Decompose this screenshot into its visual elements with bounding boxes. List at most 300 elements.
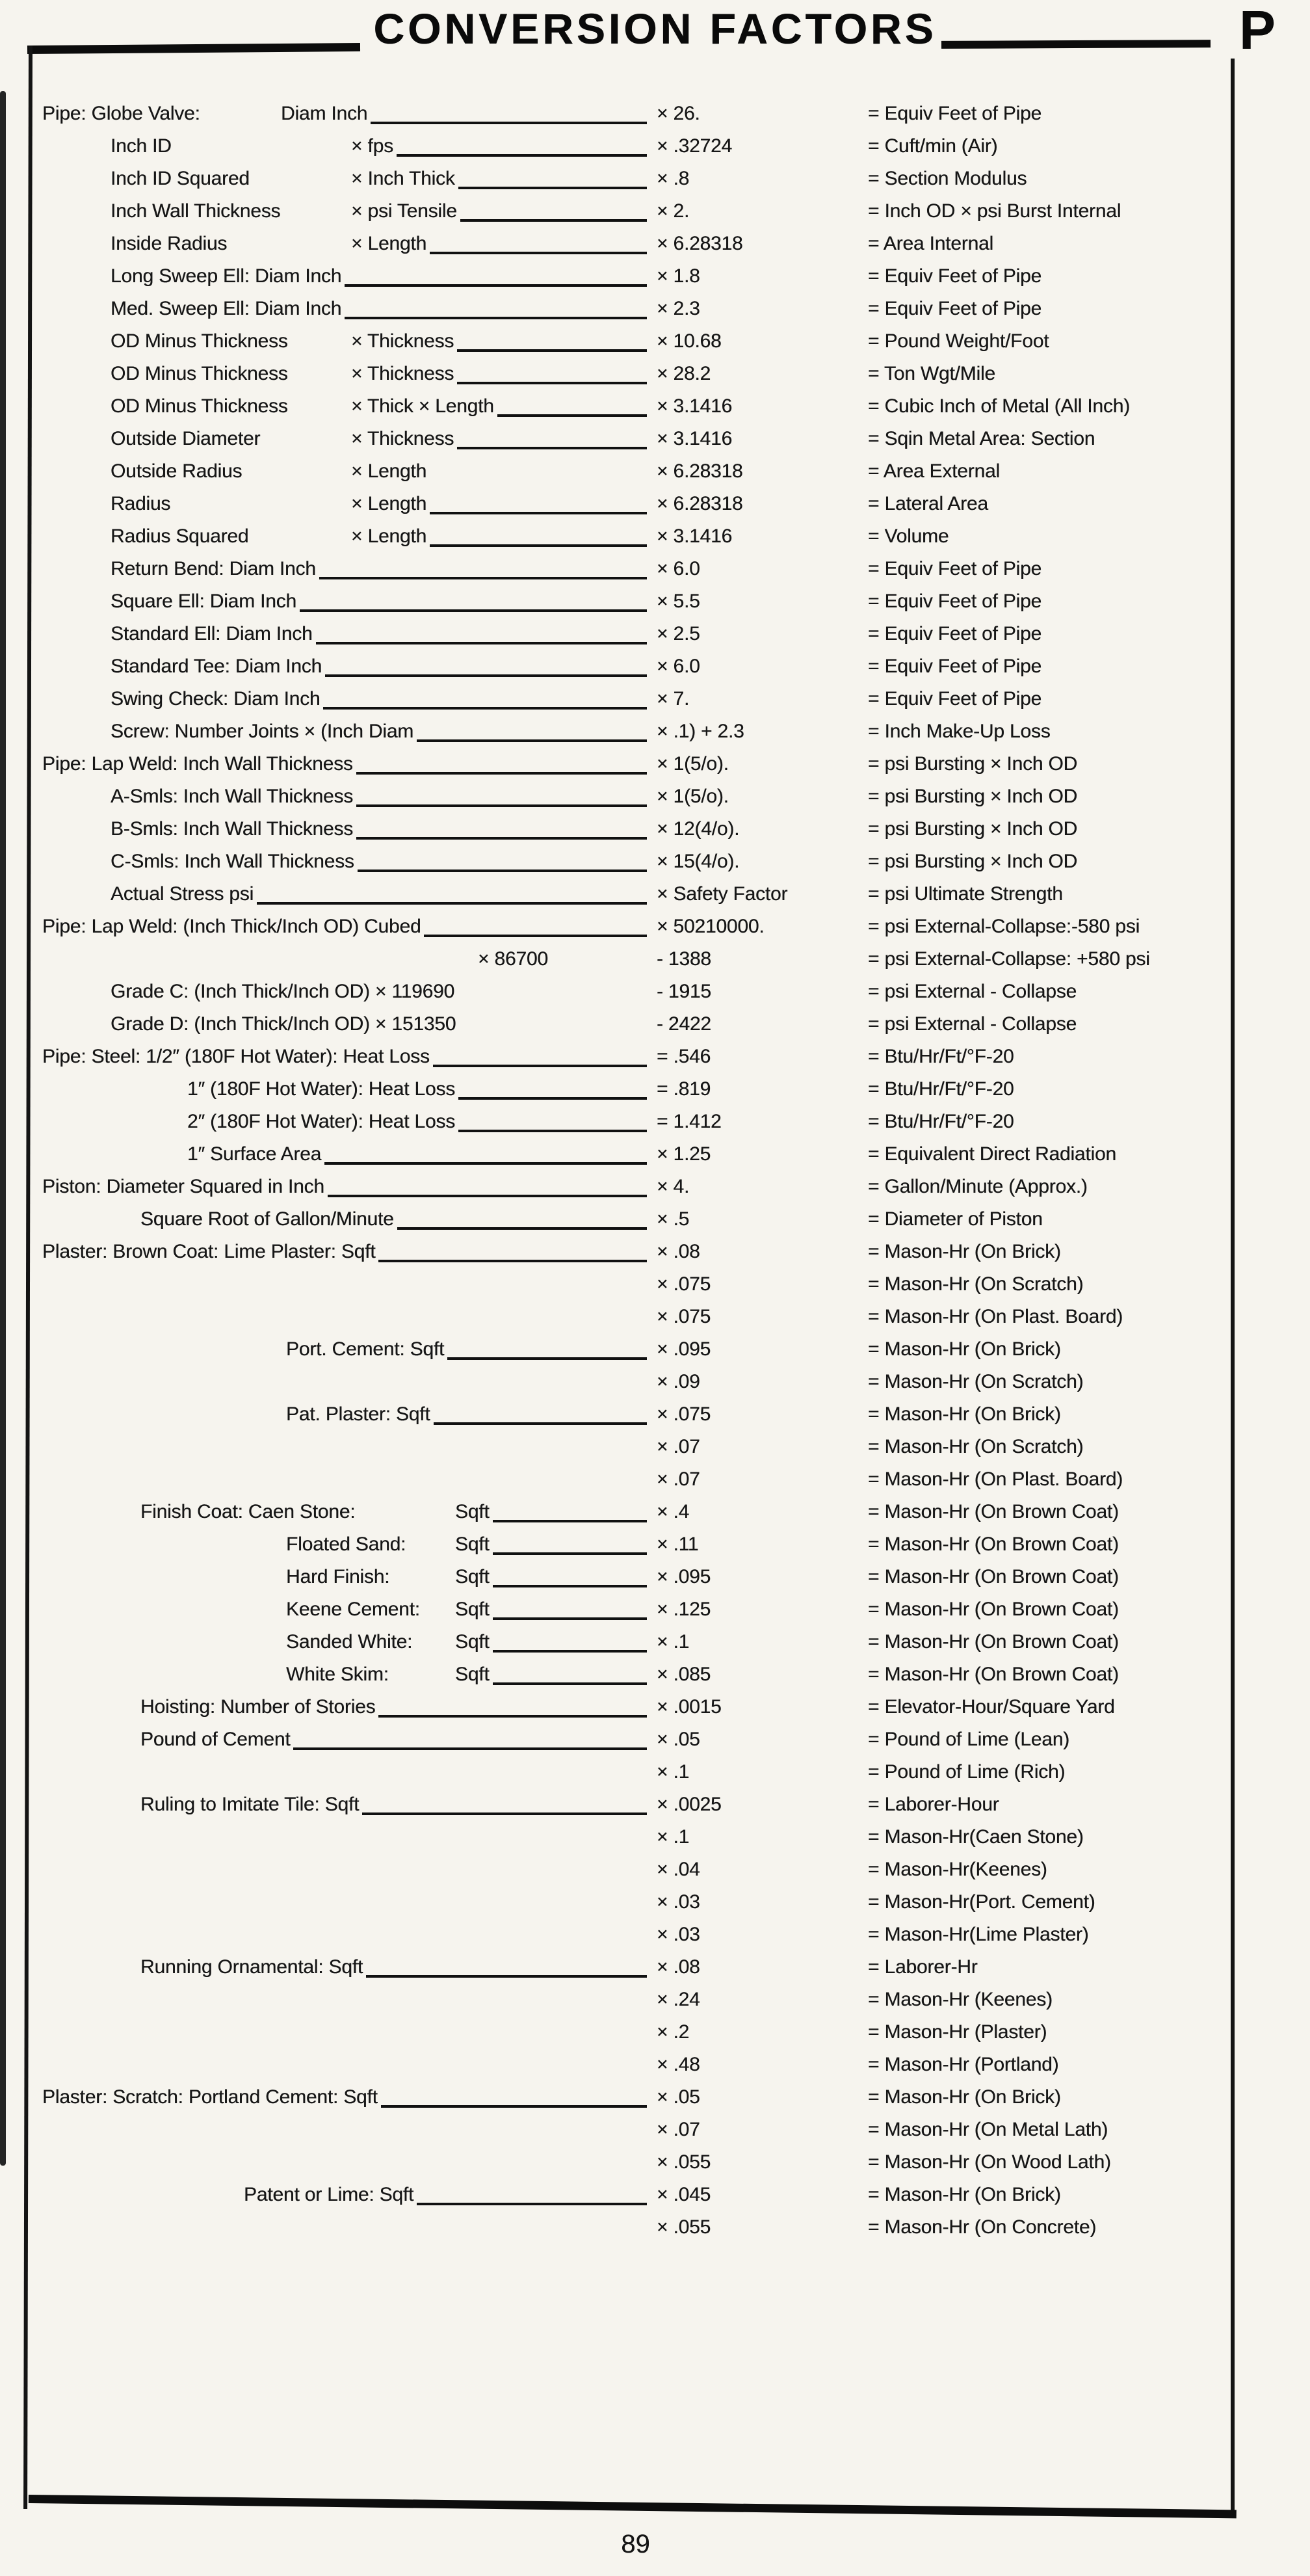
table-row bbox=[0, 1106, 1310, 1138]
table-row bbox=[0, 1561, 1310, 1593]
row-description bbox=[0, 2016, 653, 2049]
table-row bbox=[0, 1951, 1310, 1984]
row-result: = Equiv Feet of Pipe bbox=[868, 103, 1041, 124]
row-multiplier: × 15(4/o). bbox=[657, 851, 740, 872]
row-multiplier: × 2. bbox=[657, 200, 690, 222]
description-text: Square Root of Gallon/Minute bbox=[140, 1208, 394, 1230]
description-operand: × Length bbox=[351, 460, 427, 482]
row-description bbox=[0, 1788, 653, 1821]
row-description bbox=[0, 1691, 653, 1723]
table-row bbox=[0, 195, 1310, 228]
row-multiplier: × 2.3 bbox=[657, 298, 700, 319]
table-row bbox=[0, 520, 1310, 553]
row-result: = Area External bbox=[868, 460, 1000, 482]
row-result: = Pound of Lime (Rich) bbox=[868, 1761, 1066, 1783]
indent-spacer bbox=[0, 1561, 286, 1593]
fill-in-blank-rule bbox=[378, 1236, 647, 1262]
fill-in-blank-rule bbox=[458, 1106, 647, 1132]
indent-spacer bbox=[0, 910, 42, 943]
row-result: = Mason-Hr (On Brick) bbox=[868, 2086, 1061, 2108]
description-operand: × Length bbox=[351, 525, 427, 547]
row-multiplier: × .48 bbox=[657, 2054, 700, 2075]
row-description bbox=[0, 1821, 653, 1853]
fill-in-blank-rule bbox=[497, 390, 647, 417]
indent-spacer bbox=[0, 1593, 286, 1626]
row-result: = Mason-Hr (Keenes) bbox=[868, 1989, 1053, 2010]
box-border-bottom bbox=[29, 2495, 1237, 2518]
indent-spacer bbox=[0, 260, 111, 293]
row-description bbox=[0, 715, 653, 748]
row-result: = Mason-Hr (On Brown Coat) bbox=[868, 1664, 1119, 1685]
row-description bbox=[0, 1723, 653, 1756]
row-multiplier: × 6.28318 bbox=[657, 493, 743, 514]
row-result: = psi Bursting × Inch OD bbox=[868, 753, 1078, 775]
row-multiplier: × 1(5/o). bbox=[657, 753, 729, 775]
row-result: = Mason-Hr (On Brown Coat) bbox=[868, 1599, 1119, 1620]
indent-spacer bbox=[0, 748, 42, 780]
table-row bbox=[0, 1886, 1310, 1919]
indent-spacer bbox=[0, 813, 111, 845]
indent-spacer bbox=[0, 1951, 140, 1984]
table-row bbox=[0, 1041, 1310, 1073]
table-row bbox=[0, 2179, 1310, 2211]
row-description bbox=[0, 1398, 653, 1431]
row-description bbox=[0, 98, 653, 130]
table-row bbox=[0, 1268, 1310, 1301]
fill-in-blank-rule bbox=[457, 325, 647, 352]
fill-in-blank-rule bbox=[257, 878, 647, 905]
row-multiplier: × 6.0 bbox=[657, 558, 700, 579]
description-operand: × Inch Thick bbox=[351, 168, 455, 189]
row-multiplier: × .1 bbox=[657, 1631, 690, 1653]
row-multiplier: × 1.8 bbox=[657, 265, 700, 287]
description-text: Pipe: Steel: 1/2″ (180F Hot Water): Heat Loss bbox=[42, 1046, 430, 1067]
table-row bbox=[0, 1756, 1310, 1788]
indent-spacer bbox=[0, 585, 111, 618]
table-row bbox=[0, 2211, 1310, 2244]
description-text: OD Minus Thickness bbox=[111, 395, 288, 417]
fill-in-blank-rule bbox=[345, 260, 647, 287]
description-operand: × Thickness bbox=[351, 428, 454, 449]
row-result: = Mason-Hr (On Brown Coat) bbox=[868, 1534, 1119, 1555]
indent-spacer bbox=[0, 780, 111, 813]
description-text: Plaster: Brown Coat: Lime Plaster: Sqft bbox=[42, 1241, 376, 1262]
table-row bbox=[0, 423, 1310, 455]
description-text: Keene Cement: bbox=[286, 1599, 420, 1620]
row-description bbox=[0, 130, 653, 163]
description-text: Outside Diameter bbox=[111, 428, 261, 449]
description-text: Med. Sweep Ell: Diam Inch bbox=[111, 298, 342, 319]
row-result: = psi Bursting × Inch OD bbox=[868, 786, 1078, 807]
table-row bbox=[0, 1691, 1310, 1723]
table-row bbox=[0, 585, 1310, 618]
description-text: Outside Radius bbox=[111, 460, 242, 482]
description-text: 2″ (180F Hot Water): Heat Loss bbox=[187, 1111, 455, 1132]
row-multiplier: × .09 bbox=[657, 1371, 700, 1392]
table-row bbox=[0, 1723, 1310, 1756]
description-operand: × Thick × Length bbox=[351, 395, 494, 417]
description-text: Floated Sand: bbox=[286, 1534, 406, 1555]
fill-in-blank-rule bbox=[293, 1723, 647, 1750]
fill-in-blank-rule bbox=[417, 715, 647, 742]
description-operand: × Length bbox=[351, 233, 427, 254]
table-row bbox=[0, 260, 1310, 293]
row-multiplier: × .11 bbox=[657, 1534, 699, 1555]
row-multiplier: × .03 bbox=[657, 1924, 700, 1945]
row-multiplier: × .05 bbox=[657, 2086, 700, 2108]
table-row bbox=[0, 163, 1310, 195]
fill-in-blank-rule bbox=[458, 1073, 647, 1100]
row-description bbox=[0, 943, 653, 976]
indent-spacer bbox=[0, 715, 111, 748]
table-row bbox=[0, 1593, 1310, 1626]
indent-spacer bbox=[0, 1626, 286, 1658]
fill-in-blank-rule bbox=[345, 293, 647, 319]
fill-in-blank-rule bbox=[430, 228, 647, 254]
row-description bbox=[0, 488, 653, 520]
row-description bbox=[0, 2179, 653, 2211]
table-row bbox=[0, 1463, 1310, 1496]
description-text: Radius Squared bbox=[111, 525, 249, 547]
title-rule-right bbox=[941, 40, 1211, 49]
description-text: Hard Finish: bbox=[286, 1566, 390, 1587]
table-row bbox=[0, 325, 1310, 358]
table-row bbox=[0, 98, 1310, 130]
row-multiplier: × .095 bbox=[657, 1338, 711, 1360]
fill-in-blank-rule bbox=[366, 1951, 647, 1978]
row-multiplier: × .5 bbox=[657, 1208, 690, 1230]
fill-in-blank-rule bbox=[325, 650, 647, 677]
indent-spacer bbox=[0, 1171, 42, 1203]
table-row bbox=[0, 228, 1310, 260]
indent-spacer bbox=[0, 1041, 42, 1073]
table-row bbox=[0, 1626, 1310, 1658]
row-description bbox=[0, 195, 653, 228]
description-text: 1″ (180F Hot Water): Heat Loss bbox=[187, 1078, 455, 1100]
table-row bbox=[0, 618, 1310, 650]
description-text: Finish Coat: Caen Stone: bbox=[140, 1501, 356, 1522]
indent-spacer bbox=[0, 228, 111, 260]
row-result: = Equiv Feet of Pipe bbox=[868, 298, 1041, 319]
row-description bbox=[0, 325, 653, 358]
indent-spacer bbox=[0, 293, 111, 325]
row-result: = Mason-Hr (On Brown Coat) bbox=[868, 1631, 1119, 1653]
row-result: = Equiv Feet of Pipe bbox=[868, 623, 1041, 644]
description-text: Return Bend: Diam Inch bbox=[111, 558, 316, 579]
description-text: Inch Wall Thickness bbox=[111, 200, 281, 222]
row-description bbox=[0, 748, 653, 780]
row-description bbox=[0, 1463, 653, 1496]
fill-in-blank-rule bbox=[447, 1333, 647, 1360]
indent-spacer bbox=[0, 1691, 140, 1723]
description-operand: Sqft bbox=[455, 1664, 490, 1685]
row-multiplier: × .4 bbox=[657, 1501, 690, 1522]
description-text: Plaster: Scratch: Portland Cement: Sqft bbox=[42, 2086, 378, 2108]
row-result: = Mason-Hr (On Brown Coat) bbox=[868, 1501, 1119, 1522]
row-result: = Mason-Hr (On Brick) bbox=[868, 1338, 1061, 1360]
conversion-table bbox=[0, 98, 1310, 2244]
fill-in-blank-rule bbox=[316, 618, 647, 644]
table-row bbox=[0, 1008, 1310, 1041]
description-text: Running Ornamental: Sqft bbox=[140, 1956, 363, 1978]
description-operand: × Thickness bbox=[351, 363, 454, 384]
fill-in-blank-rule bbox=[319, 553, 647, 579]
row-description bbox=[0, 780, 653, 813]
row-multiplier: × .085 bbox=[657, 1664, 711, 1685]
indent-spacer bbox=[0, 618, 111, 650]
table-row bbox=[0, 1236, 1310, 1268]
row-result: = Mason-Hr(Lime Plaster) bbox=[868, 1924, 1089, 1945]
fill-in-blank-rule bbox=[381, 2081, 647, 2108]
row-result: = Pound of Lime (Lean) bbox=[868, 1729, 1069, 1750]
row-description bbox=[0, 455, 653, 488]
row-description bbox=[0, 1431, 653, 1463]
indent-spacer bbox=[0, 130, 111, 163]
table-row bbox=[0, 1984, 1310, 2016]
row-multiplier: × .1 bbox=[657, 1826, 690, 1848]
description-text: Port. Cement: Sqft bbox=[286, 1338, 445, 1360]
row-multiplier: × .125 bbox=[657, 1599, 711, 1620]
description-operand: × psi Tensile bbox=[351, 200, 457, 222]
fill-in-blank-rule bbox=[356, 813, 647, 840]
row-result: = Equivalent Direct Radiation bbox=[868, 1143, 1116, 1165]
row-result: = Mason-Hr (Plaster) bbox=[868, 2021, 1047, 2043]
indent-spacer bbox=[0, 390, 111, 423]
row-result: = Mason-Hr(Keenes) bbox=[868, 1859, 1047, 1880]
table-row bbox=[0, 1528, 1310, 1561]
description-text: B-Smls: Inch Wall Thickness bbox=[111, 818, 354, 840]
description-text: Patent or Lime: Sqft bbox=[244, 2184, 414, 2205]
row-multiplier: × .045 bbox=[657, 2184, 711, 2205]
table-row bbox=[0, 1658, 1310, 1691]
row-result: = psi Bursting × Inch OD bbox=[868, 818, 1078, 840]
row-multiplier: × 50210000. bbox=[657, 916, 765, 937]
fill-in-blank-rule bbox=[356, 748, 647, 775]
row-multiplier: = 1.412 bbox=[657, 1111, 722, 1132]
indent-spacer bbox=[0, 1138, 187, 1171]
row-result: = Mason-Hr (On Plast. Board) bbox=[868, 1306, 1123, 1327]
indent-spacer bbox=[0, 1333, 286, 1366]
description-text: Standard Ell: Diam Inch bbox=[111, 623, 313, 644]
row-description bbox=[0, 1853, 653, 1886]
table-row bbox=[0, 715, 1310, 748]
row-result: = Diameter of Piston bbox=[868, 1208, 1043, 1230]
row-result: = Lateral Area bbox=[868, 493, 988, 514]
row-description bbox=[0, 390, 653, 423]
table-row bbox=[0, 748, 1310, 780]
fill-in-blank-rule bbox=[328, 1171, 647, 1197]
description-operand: Sqft bbox=[455, 1631, 490, 1653]
row-description bbox=[0, 1203, 653, 1236]
indent-spacer bbox=[0, 455, 111, 488]
row-multiplier: × .1) + 2.3 bbox=[657, 721, 744, 742]
row-description bbox=[0, 423, 653, 455]
row-result: = Sqin Metal Area: Section bbox=[868, 428, 1095, 449]
indent-spacer bbox=[0, 1073, 187, 1106]
row-multiplier: × .075 bbox=[657, 1306, 711, 1327]
row-description bbox=[0, 1626, 653, 1658]
row-description bbox=[0, 1138, 653, 1171]
fill-in-blank-rule bbox=[356, 780, 647, 807]
row-multiplier: × .055 bbox=[657, 2216, 711, 2238]
description-text: Grade D: (Inch Thick/Inch OD) × 151350 bbox=[111, 1013, 456, 1035]
table-row bbox=[0, 2049, 1310, 2081]
indent-spacer bbox=[0, 683, 111, 715]
table-row bbox=[0, 390, 1310, 423]
row-result: = Mason-Hr(Port. Cement) bbox=[868, 1891, 1095, 1913]
table-row bbox=[0, 780, 1310, 813]
row-multiplier: × .24 bbox=[657, 1989, 700, 2010]
row-result: = Equiv Feet of Pipe bbox=[868, 558, 1041, 579]
table-row bbox=[0, 943, 1310, 976]
row-multiplier: × .2 bbox=[657, 2021, 690, 2043]
row-result: = Ton Wgt/Mile bbox=[868, 363, 995, 384]
row-description bbox=[0, 1041, 653, 1073]
row-description bbox=[0, 1236, 653, 1268]
fill-in-blank-rule bbox=[397, 130, 647, 157]
row-description bbox=[0, 650, 653, 683]
row-result: = psi External - Collapse bbox=[868, 1013, 1077, 1035]
row-multiplier: × .08 bbox=[657, 1241, 700, 1262]
row-description bbox=[0, 2146, 653, 2179]
table-row bbox=[0, 878, 1310, 910]
row-result: = Elevator-Hour/Square Yard bbox=[868, 1696, 1115, 1718]
table-row bbox=[0, 1919, 1310, 1951]
table-row bbox=[0, 2081, 1310, 2114]
row-result: = Btu/Hr/Ft/°F-20 bbox=[868, 1078, 1014, 1100]
description-text: A-Smls: Inch Wall Thickness bbox=[111, 786, 354, 807]
row-description bbox=[0, 1073, 653, 1106]
description-operand: Sqft bbox=[455, 1566, 490, 1587]
row-description bbox=[0, 618, 653, 650]
indent-spacer bbox=[0, 1723, 140, 1756]
row-result: = Mason-Hr (On Brick) bbox=[868, 1403, 1061, 1425]
row-result: = psi External-Collapse:-580 psi bbox=[868, 916, 1140, 937]
table-row bbox=[0, 683, 1310, 715]
indent-spacer bbox=[0, 358, 111, 390]
row-multiplier: = .546 bbox=[657, 1046, 711, 1067]
row-result: = Area Internal bbox=[868, 233, 993, 254]
row-result: = Mason-Hr (On Brown Coat) bbox=[868, 1566, 1119, 1587]
row-description bbox=[0, 1268, 653, 1301]
fill-in-blank-rule bbox=[493, 1626, 647, 1653]
row-multiplier: × 5.5 bbox=[657, 591, 700, 612]
description-text: Screw: Number Joints × (Inch Diam bbox=[111, 721, 414, 742]
indent-spacer bbox=[0, 650, 111, 683]
description-text: OD Minus Thickness bbox=[111, 363, 288, 384]
row-multiplier: × 28.2 bbox=[657, 363, 711, 384]
table-row bbox=[0, 845, 1310, 878]
indent-spacer bbox=[0, 553, 111, 585]
row-multiplier: × .03 bbox=[657, 1891, 700, 1913]
description-text: White Skim: bbox=[286, 1664, 389, 1685]
row-result: = Mason-Hr (On Plast. Board) bbox=[868, 1468, 1123, 1490]
row-result: = Cuft/min (Air) bbox=[868, 135, 998, 157]
fill-in-blank-rule bbox=[493, 1658, 647, 1685]
page-number: 89 bbox=[621, 2530, 650, 2558]
row-description bbox=[0, 1333, 653, 1366]
row-description bbox=[0, 683, 653, 715]
table-row bbox=[0, 2016, 1310, 2049]
description-operand: Diam Inch bbox=[281, 103, 368, 124]
table-row bbox=[0, 1171, 1310, 1203]
row-result: = Mason-Hr (On Brick) bbox=[868, 2184, 1061, 2205]
indent-spacer bbox=[0, 520, 111, 553]
row-description bbox=[0, 2211, 653, 2244]
row-result: = Btu/Hr/Ft/°F-20 bbox=[868, 1111, 1014, 1132]
indent-spacer bbox=[0, 1528, 286, 1561]
description-text: Square Ell: Diam Inch bbox=[111, 591, 296, 612]
description-operand: × fps bbox=[351, 135, 393, 157]
row-result: = Mason-Hr (Portland) bbox=[868, 2054, 1059, 2075]
indent-spacer bbox=[0, 1788, 140, 1821]
table-row bbox=[0, 813, 1310, 845]
table-row bbox=[0, 1398, 1310, 1431]
row-description bbox=[0, 2049, 653, 2081]
row-multiplier: × 6.28318 bbox=[657, 233, 743, 254]
description-operand: Sqft bbox=[455, 1501, 490, 1522]
row-description bbox=[0, 2081, 653, 2114]
row-result: = Cubic Inch of Metal (All Inch) bbox=[868, 395, 1130, 417]
indent-spacer bbox=[0, 1203, 140, 1236]
row-description bbox=[0, 1561, 653, 1593]
row-multiplier: - 1915 bbox=[657, 981, 711, 1002]
row-multiplier: × .32724 bbox=[657, 135, 733, 157]
table-row bbox=[0, 293, 1310, 325]
description-text: Radius bbox=[111, 493, 171, 514]
row-multiplier: = .819 bbox=[657, 1078, 711, 1100]
row-multiplier: × .055 bbox=[657, 2151, 711, 2173]
row-result: = Inch OD × psi Burst Internal bbox=[868, 200, 1121, 222]
row-description bbox=[0, 1008, 653, 1041]
row-description bbox=[0, 1658, 653, 1691]
fill-in-blank-rule bbox=[433, 1041, 647, 1067]
row-description bbox=[0, 553, 653, 585]
description-text: Inch ID Squared bbox=[111, 168, 250, 189]
table-row bbox=[0, 1333, 1310, 1366]
fill-in-blank-rule bbox=[397, 1203, 647, 1230]
row-multiplier: × .095 bbox=[657, 1566, 711, 1587]
fill-in-blank-rule bbox=[493, 1593, 647, 1620]
row-description bbox=[0, 1301, 653, 1333]
fill-in-blank-rule bbox=[493, 1528, 647, 1555]
description-text: Inch ID bbox=[111, 135, 172, 157]
row-multiplier: × .04 bbox=[657, 1859, 700, 1880]
row-result: = Inch Make-Up Loss bbox=[868, 721, 1051, 742]
row-multiplier: × .0015 bbox=[657, 1696, 722, 1718]
table-row bbox=[0, 1138, 1310, 1171]
indent-spacer bbox=[0, 943, 478, 976]
row-result: = Mason-Hr (On Scratch) bbox=[868, 1273, 1084, 1295]
row-result: = psi Bursting × Inch OD bbox=[868, 851, 1078, 872]
row-result: = Mason-Hr (On Concrete) bbox=[868, 2216, 1097, 2238]
table-row bbox=[0, 1788, 1310, 1821]
row-result: = Volume bbox=[868, 525, 949, 547]
row-multiplier: × .05 bbox=[657, 1729, 700, 1750]
description-text: Pipe: Lap Weld: (Inch Thick/Inch OD) Cubed bbox=[42, 916, 421, 937]
indent-spacer bbox=[0, 1106, 187, 1138]
table-row bbox=[0, 910, 1310, 943]
row-result: = Laborer-Hr bbox=[868, 1956, 978, 1978]
row-multiplier: × 12(4/o). bbox=[657, 818, 740, 840]
description-text: OD Minus Thickness bbox=[111, 330, 288, 352]
row-description bbox=[0, 293, 653, 325]
row-multiplier: × 6.28318 bbox=[657, 460, 743, 482]
description-text: Pipe: Lap Weld: Inch Wall Thickness bbox=[42, 753, 353, 775]
table-row bbox=[0, 1366, 1310, 1398]
row-description bbox=[0, 228, 653, 260]
row-description bbox=[0, 260, 653, 293]
